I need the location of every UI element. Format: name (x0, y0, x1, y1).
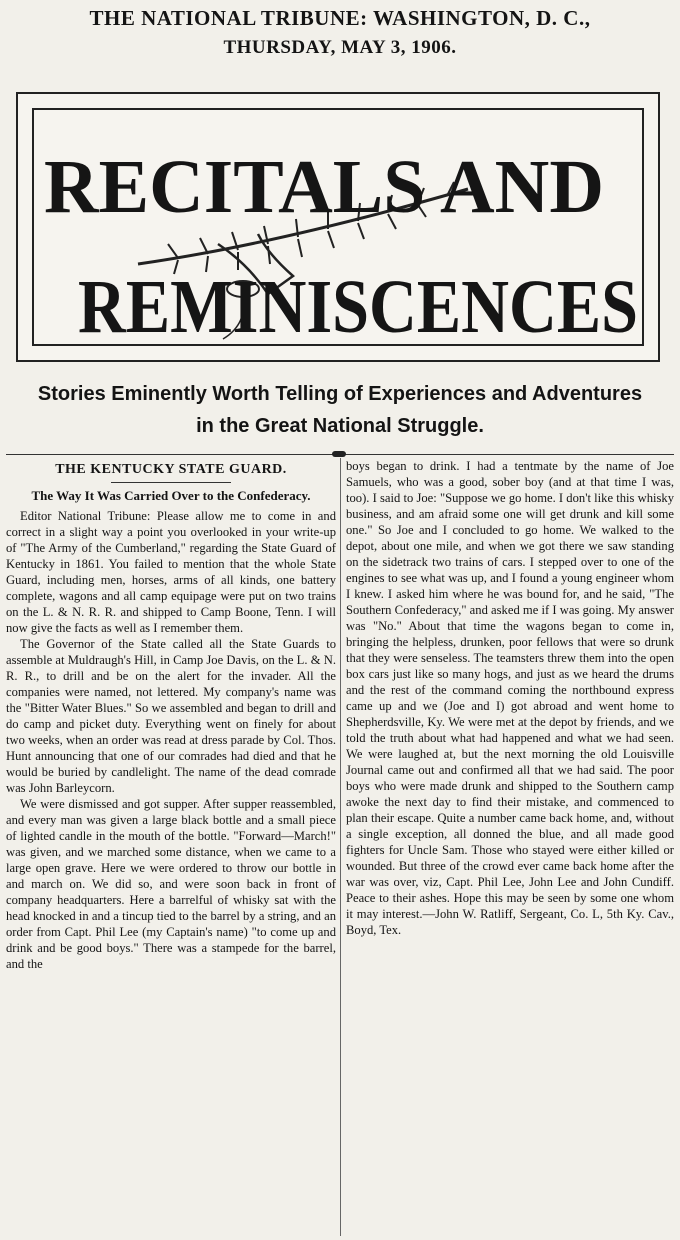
article-column-right (346, 458, 674, 938)
article-title-rule (111, 482, 231, 483)
section-rule (6, 454, 674, 455)
banner-title-top: RECITALS AND (44, 145, 604, 229)
section-subhead (0, 378, 680, 442)
article-column-left (6, 458, 336, 972)
masthead (0, 4, 680, 64)
article-title: THE KENTUCKY STATE GUARD. (55, 462, 287, 477)
masthead-date: THURSDAY, MAY 3, 1906. (223, 37, 457, 58)
column-divider (340, 458, 341, 1236)
subhead-line-2: in the Great National Struggle. (196, 415, 484, 437)
banner-title-bottom: REMINISCENCES (78, 265, 638, 349)
article-paragraph: boys began to drink. I had a tentmate by the name of Joe Samuels, who was a good, sober boy (and at that time I was, too). I said to Joe: "Suppose we go home. I don't like this whisky business, and am afraid some one will get drunk and kill some one." So Joe and I concluded to go home. We walked to the depot, about one mile, and when we got there we saw standing on the sidetrack two trains of cars. I stepped over to one of the engines to see what was up, and I found a young engineer whom I knew. I asked him where he was bound for, and he said, "The Southern Confederacy," and asked me if I was going. My answer was "No." About that time the wagons began to come in, bringing the helpless, drunken, poor fellows that were so drunk that they were senseless. The teamsters threw them into the open box cars just like so many hogs, and just as we heard the drums and the rest of the command coming the northbound express came up and we (Joe and I) got abroad and went home to Shepherdsville, Ky. We were met at the depot by friends, and we told the truth about what had happened and what we had seen. We were laughed at, but the next morning the old Louisville Journal came out and confirmed all that we had said. The poor boys who were made drunk and shipped to the Southern camp awoke the next day to find their mistake, and commenced to plan their escape. Quite a number came back home, and, without a single exception, all donned the blue, and all made good fighters for Uncle Sam. Those who stayed were either killed or wounded. But three of the crowd ever came back home after the war was over, viz, Capt. Phil Lee, John Lee and John Cundiff. Peace to their ashes. Hope this may be seen by some one whom it may interest.—John W. Ratliff, Sergeant, Co. L, 5th Ky. Cav., Boyd, Tex. (346, 459, 674, 937)
article-paragraph: Editor National Tribune: Please allow me to come in and correct in a slight way a point you overlooked in your write-up of "The Army of the Cumberland," regarding the State Guard of Kentucky in 1861. You failed to mention that the whole State Guard, including men, horses, arms of all kinds, one battery complete, wagons and all camp equipage were put on two trains on the L. & N. R. R. and shipped to Camp Boone, Tenn. I will now give the facts as well as I remember them. (6, 509, 336, 635)
subhead-line-1: Stories Eminently Worth Telling of Experiences and Adventures (37, 383, 643, 405)
article-paragraph: The Governor of the State called all the State Guards to assemble at Muldraugh's Hill, in Camp Joe Davis, on the L. & N. R. R., to drill and be on the alert for the invader. All the companies were named, not lettered. My company's name was the "Bitter Water Blues." So we assembled and began to drill and do camp and picket duty. Everything went on finely for about two weeks, when an order was read at dress parade by Col. Thos. Hunt announcing that one of our comrades had died and that he would be buried by candlelight. The name of the dead comrade was John Barleycorn. (6, 637, 336, 795)
banner-artwork (18, 94, 658, 360)
article-paragraph: We were dismissed and got supper. After supper reassembled, and every man was given a large black bottle and a small piece of lighted candle in the mouth of the bottle. "Forward—March!" was given, and we marched some distance, when we came to a large open grave. Here we were ordered to throw our bottle in and march on. We did so, and were soon back in front of company headquarters. Here a barrelful of whisky sat with the head knocked in and a tincup tied to the barrel by a string, and an order from Capt. Phil Lee (my Captain's name) "to come up and drink and be good boys." There was a stampede for the barrel, and the (6, 797, 336, 971)
article-deck: The Way It Was Carried Over to the Confederacy. (31, 488, 311, 503)
rule-ornament (332, 451, 346, 457)
section-banner (16, 92, 660, 362)
masthead-title: THE NATIONAL TRIBUNE: WASHINGTON, D. C., (89, 6, 591, 30)
